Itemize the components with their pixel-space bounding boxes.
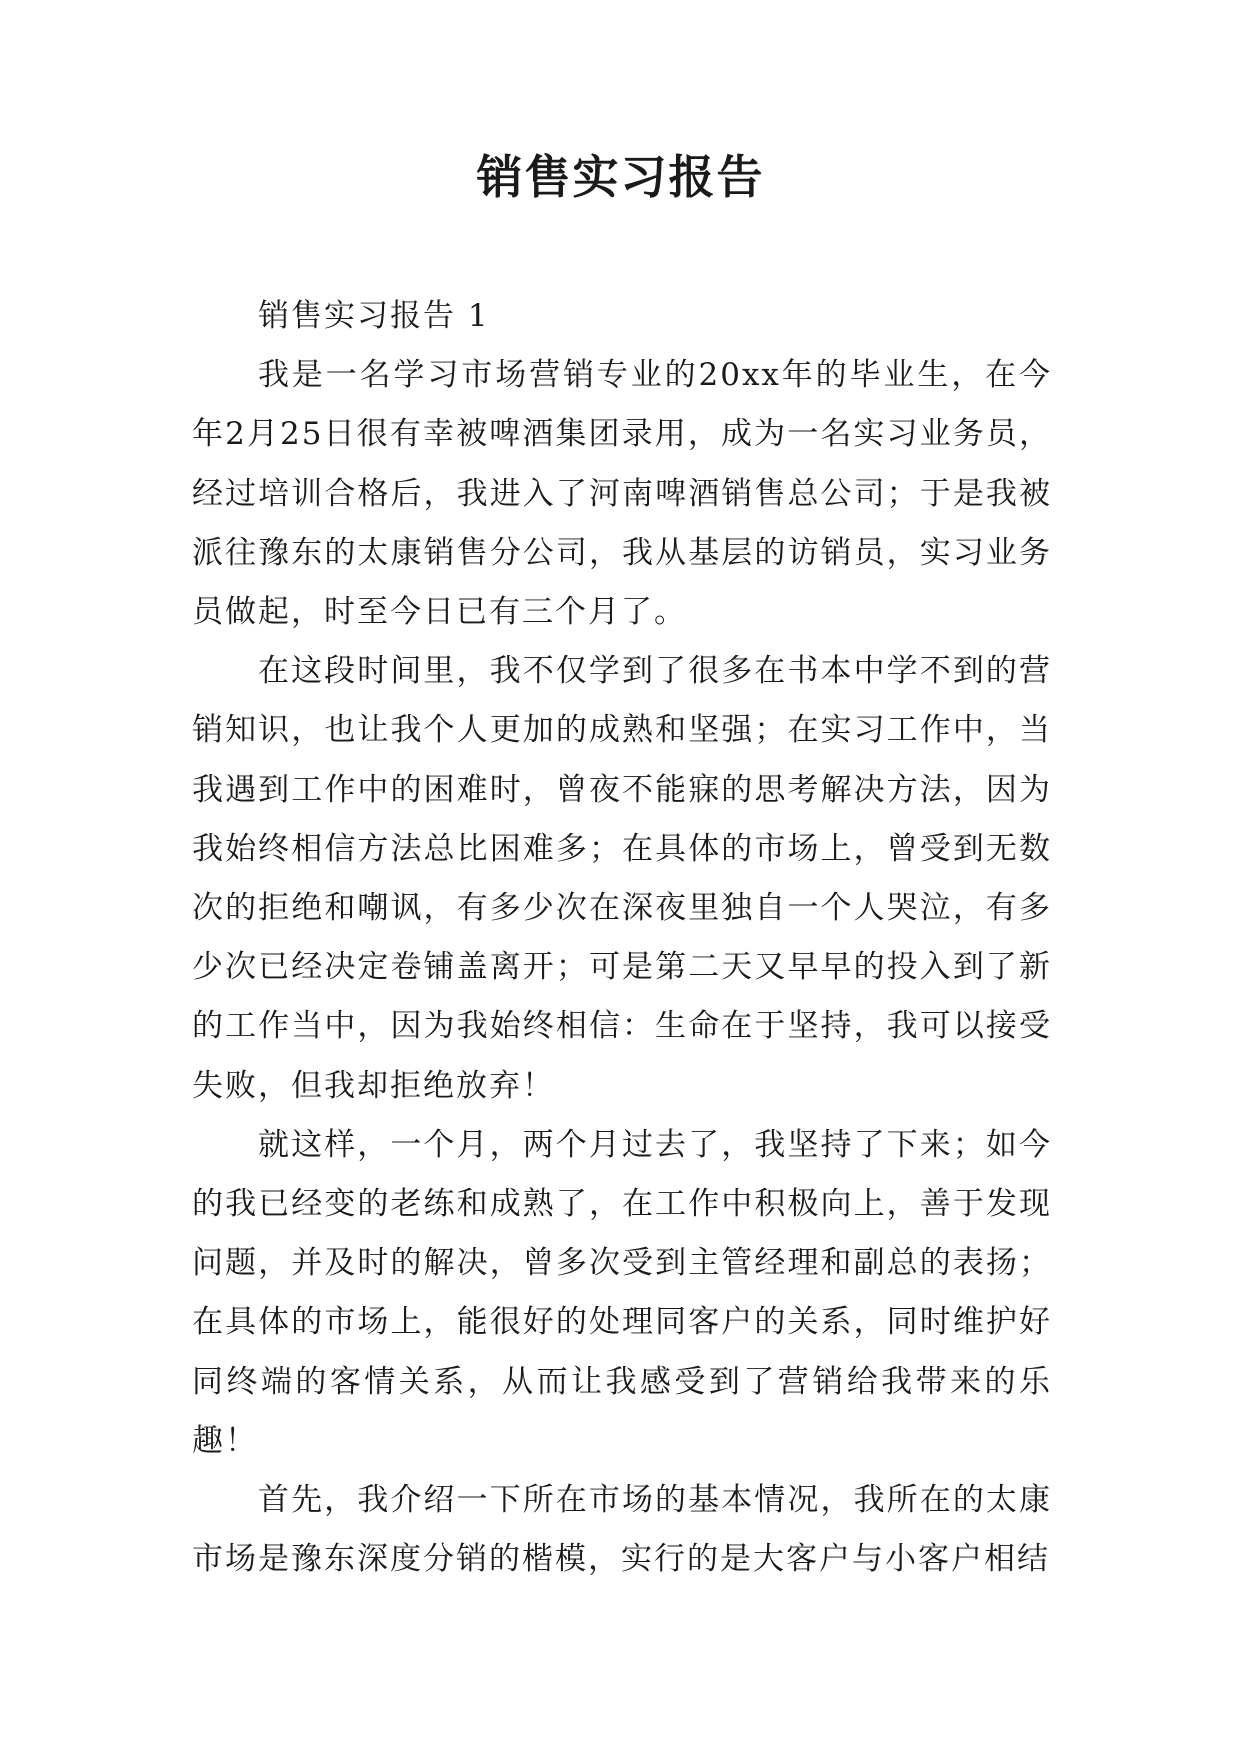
section-heading: 销售实习报告 1 — [258, 298, 490, 334]
document-body — [192, 287, 1052, 1589]
paragraph-4: 首先，我介绍一下所在市场的基本情况，我所在的太康市场是豫东深度分销的楷模，实行的是大客户与小客户相结 — [192, 1482, 1052, 1578]
paragraph-2: 在这段时间里，我不仅学到了很多在书本中学不到的营销知识，也让我个人更加的成熟和坚强；在实习工作中，当我遇到工作中的困难时，曾夜不能寐的思考解决方法，因为我始终相信方法总比困难多；在具体的市场上，曾受到无数次的拒绝和嘲讽，有多少次在深夜里独自一个人哭泣，有多少次已经决定卷铺盖离开；可是第二天又早早的投入到了新的工作当中，因为我始终相信：生命在于坚持，我可以接受失败，但我却拒绝放弃！ — [192, 653, 1052, 1104]
document-title: 销售实习报告 — [476, 150, 765, 204]
paragraph-1: 我是一名学习市场营销专业的20xx年的毕业生，在今年2月25日很有幸被啤酒集团录用，成为一名实习业务员，经过培训合格后，我进入了河南啤酒销售总公司；于是我被派往豫东的太康销售分公司，我从基层的访销员，实习业务员做起，时至今日已有三个月了。 — [192, 357, 1052, 631]
paragraph-3: 就这样，一个月，两个月过去了，我坚持了下来；如今的我已经变的老练和成熟了，在工作中积极向上，善于发现问题，并及时的解决，曾多次受到主管经理和副总的表扬；在具体的市场上，能很好的处理同客户的关系，同时维护好同终端的客情关系，从而让我感受到了营销给我带来的乐趣！ — [192, 1126, 1052, 1459]
